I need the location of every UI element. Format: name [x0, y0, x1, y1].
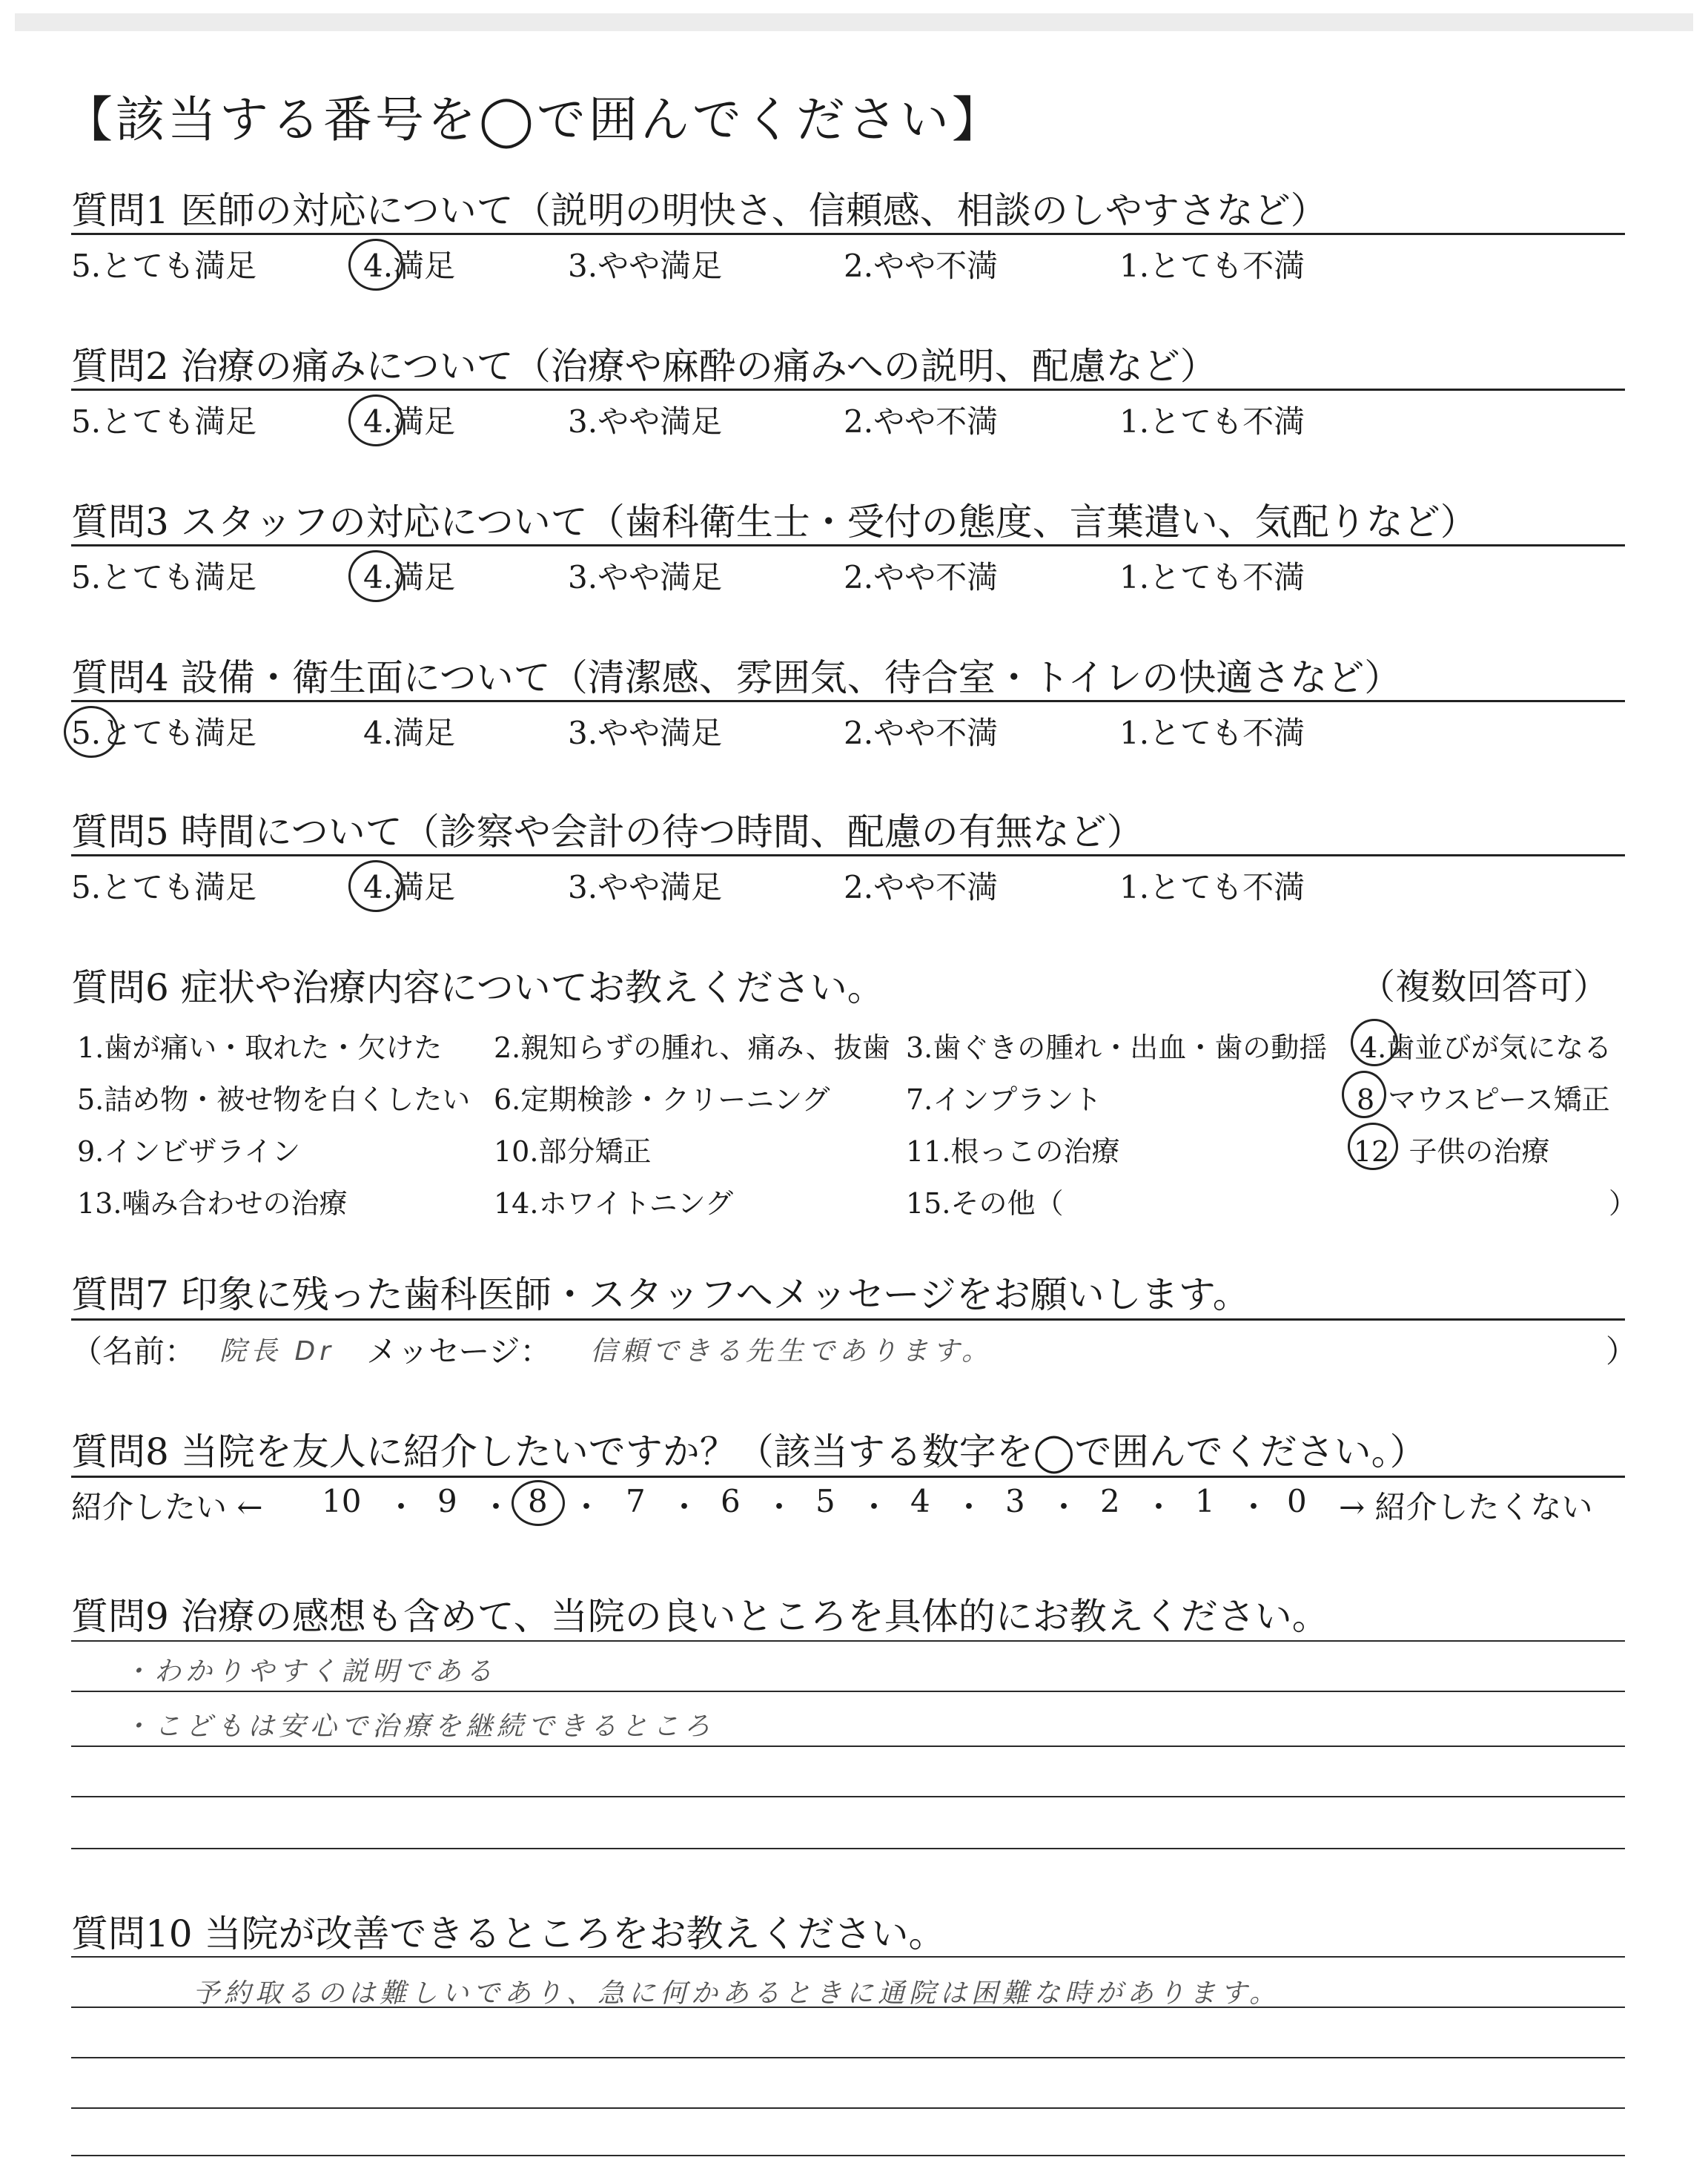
symptom-item-13[interactable]: 13.噛み合わせの治療 — [77, 1187, 348, 1220]
scale-separator: ・ — [764, 1489, 795, 1525]
option-text: やや不満 — [873, 869, 999, 905]
symptom-item-9[interactable]: 9.インビザライン — [77, 1135, 301, 1168]
option-text: とても満足 — [101, 869, 257, 905]
option-text: 満足 — [393, 869, 456, 905]
selection-circle — [1348, 1123, 1398, 1170]
q1-option-1[interactable] — [1119, 242, 1305, 286]
good-point-answer-1[interactable]: ・わかりやすく説明である — [123, 1657, 497, 1687]
scale-value[interactable]: 7 — [626, 1483, 646, 1519]
option-text: とても満足 — [101, 715, 257, 751]
scale-separator: ・ — [385, 1489, 417, 1525]
option-text: やや満足 — [598, 559, 723, 595]
name-handwritten[interactable]: 院長 Dr — [219, 1336, 335, 1367]
q2-option-1[interactable] — [1119, 397, 1305, 442]
q2-option-3[interactable] — [568, 397, 722, 442]
question-3-rule — [71, 544, 1625, 546]
message-label: メッセージ： — [366, 1333, 552, 1370]
option-text: とても不満 — [1149, 403, 1305, 440]
symptom-item-12[interactable]: 12 子供の治療 — [1354, 1135, 1550, 1168]
option-number: 3. — [568, 715, 598, 751]
scale-separator: ・ — [953, 1489, 985, 1525]
option-number: 3. — [568, 248, 598, 284]
option-number: 4. — [363, 869, 394, 905]
question-7-rule — [71, 1318, 1625, 1321]
option-number: 1. — [1119, 403, 1150, 440]
scale-value[interactable]: 3 — [1005, 1483, 1025, 1519]
multiple-answers-note: （複数回答可） — [1360, 966, 1609, 1008]
option-text: やや満足 — [598, 715, 723, 751]
symptom-item-8[interactable]: 8 マウスピース矯正 — [1357, 1083, 1610, 1116]
writing-line — [71, 1796, 1625, 1797]
scale-separator: ・ — [571, 1489, 603, 1525]
writing-line — [71, 1745, 1625, 1747]
symptom-item-11[interactable]: 11.根っこの治療 — [906, 1135, 1120, 1168]
scale-value[interactable]: 9 — [437, 1483, 457, 1519]
option-number: 2. — [844, 248, 874, 284]
selection-circle — [1351, 1019, 1398, 1066]
question-10-label: 質問10 当院が改善できるところをお教えください。 — [71, 1912, 946, 1955]
selection-circle — [348, 860, 403, 912]
option-number: 1. — [1119, 559, 1150, 595]
option-text: やや不満 — [873, 403, 999, 440]
q5-option-5[interactable] — [71, 863, 256, 908]
writing-line — [71, 1640, 1625, 1642]
scale-value[interactable]: 5 — [815, 1483, 835, 1519]
option-number: 1. — [1119, 248, 1150, 284]
question-4-label: 質問4 設備・衛生面について（清潔感、雰囲気、待合室・トイレの快適さなど） — [71, 656, 1402, 699]
option-text: 満足 — [393, 248, 456, 284]
option-text: とても不満 — [1149, 869, 1305, 905]
question-2-label: 質問2 治療の痛みについて（治療や麻酔の痛みへの説明、配慮など） — [71, 345, 1217, 388]
selection-circle — [348, 239, 403, 291]
selection-circle — [348, 550, 403, 602]
symptom-item-15[interactable]: 15.その他（ — [906, 1187, 1064, 1220]
scale-separator: ・ — [1143, 1489, 1175, 1525]
option-number: 5. — [71, 559, 102, 595]
q3-option-2[interactable] — [844, 553, 998, 598]
symptom-item-1[interactable]: 1.歯が痛い・取れた・欠けた — [77, 1031, 443, 1064]
selection-circle — [64, 706, 119, 758]
symptom-item-3[interactable]: 3.歯ぐきの腫れ・出血・歯の動揺 — [906, 1031, 1328, 1064]
selection-circle — [512, 1480, 565, 1526]
option-text: 満足 — [393, 403, 456, 440]
other-close-paren: ） — [1609, 1187, 1638, 1220]
option-number: 2. — [844, 403, 874, 440]
scale-value[interactable]: 6 — [721, 1483, 741, 1519]
symptom-item-4[interactable]: 4.歯並びが気になる — [1360, 1031, 1612, 1064]
q4-option-2[interactable] — [844, 709, 998, 753]
scale-value[interactable]: 8 — [528, 1483, 548, 1519]
scale-value[interactable]: 2 — [1100, 1483, 1120, 1519]
improvement-answer-1[interactable]: 予約取るのは難しいであり、急に何かあるときに通院は困難な時があります。 — [193, 1978, 1281, 2009]
option-number: 3. — [568, 869, 598, 905]
q4-option-4[interactable] — [363, 709, 455, 753]
name-label: （名前： — [71, 1333, 196, 1370]
writing-line — [71, 2107, 1625, 2109]
selection-circle — [1342, 1071, 1386, 1118]
question-1-rule — [71, 233, 1625, 235]
option-text: とても不満 — [1149, 715, 1305, 751]
selection-circle — [348, 394, 403, 446]
symptom-item-6[interactable]: 6.定期検診・クリーニング — [494, 1083, 830, 1116]
option-number: 3. — [568, 403, 598, 440]
option-text: やや不満 — [873, 248, 999, 284]
option-number: 4. — [363, 715, 394, 751]
symptom-item-7[interactable]: 7.インプラント — [906, 1083, 1102, 1116]
question-9-label: 質問9 治療の感想も含めて、当院の良いところを具体的にお教えください。 — [71, 1595, 1329, 1638]
scale-separator: ・ — [480, 1489, 512, 1525]
recommend-left-label: 紹介したい ← — [71, 1489, 263, 1525]
option-number: 5. — [71, 248, 102, 284]
option-text: とても不満 — [1149, 559, 1305, 595]
q3-option-1[interactable] — [1119, 553, 1305, 598]
q5-option-1[interactable] — [1119, 863, 1305, 908]
question-3-label: 質問3 スタッフの対応について（歯科衛生士・受付の態度、言葉遣い、気配りなど） — [71, 501, 1477, 544]
question-1-label: 質問1 医師の対応について（説明の明快さ、信頼感、相談のしやすさなど） — [71, 189, 1328, 232]
writing-line — [71, 1956, 1625, 1958]
scale-separator: ・ — [669, 1489, 701, 1525]
scale-separator: ・ — [1238, 1489, 1270, 1525]
option-text: とても満足 — [101, 403, 257, 440]
scale-value[interactable]: 10 — [322, 1483, 362, 1519]
scale-value[interactable]: 0 — [1287, 1483, 1307, 1519]
option-number: 4. — [363, 403, 394, 440]
option-number: 3. — [568, 559, 598, 595]
option-number: 1. — [1119, 869, 1150, 905]
option-text: とても満足 — [101, 559, 257, 595]
q1-option-5[interactable] — [71, 242, 256, 286]
page-title: 【該当する番号を◯で囲んでください】 — [64, 91, 1004, 148]
writing-line — [71, 1691, 1625, 1692]
option-text: 満足 — [393, 559, 456, 595]
q4-option-3[interactable] — [568, 709, 722, 753]
writing-line — [71, 2007, 1625, 2008]
question-5-label: 質問5 時間について（診察や会計の待つ時間、配慮の有無など） — [71, 810, 1144, 853]
question-5-rule — [71, 854, 1625, 856]
option-number: 1. — [1119, 715, 1150, 751]
writing-line — [71, 1848, 1625, 1849]
q5-option-2[interactable] — [844, 863, 998, 908]
message-close-paren: ） — [1606, 1333, 1638, 1370]
writing-line — [71, 2057, 1625, 2058]
scale-value[interactable]: 1 — [1195, 1483, 1215, 1519]
option-text: とても不満 — [1149, 248, 1305, 284]
question-6-label: 質問6 症状や治療内容についてお教えください。 — [71, 966, 884, 1009]
option-text: やや満足 — [598, 403, 723, 440]
q4-option-1[interactable] — [1119, 709, 1305, 753]
question-2-rule — [71, 389, 1625, 391]
option-text: やや満足 — [598, 869, 723, 905]
question-8-rule — [71, 1476, 1625, 1478]
option-number: 5. — [71, 403, 102, 440]
symptom-item-14[interactable]: 14.ホワイトニング — [494, 1187, 734, 1220]
symptom-item-10[interactable]: 10.部分矯正 — [494, 1135, 652, 1168]
option-text: やや満足 — [598, 248, 723, 284]
q1-option-3[interactable] — [568, 242, 722, 286]
option-text: やや不満 — [873, 715, 999, 751]
q2-option-2[interactable] — [844, 397, 998, 442]
question-4-rule — [71, 700, 1625, 702]
question-7-label: 質問7 印象に残った歯科医師・スタッフへメッセージをお願いします。 — [71, 1273, 1250, 1316]
option-text: 満足 — [393, 715, 456, 751]
option-number: 4. — [363, 248, 394, 284]
symptom-item-2[interactable]: 2.親知らずの腫れ、痛み、抜歯 — [494, 1031, 890, 1064]
option-number: 4. — [363, 559, 394, 595]
option-text: とても満足 — [101, 248, 257, 284]
scale-separator: ・ — [1048, 1489, 1080, 1525]
q1-option-2[interactable] — [844, 242, 998, 286]
option-number: 5. — [71, 715, 102, 751]
option-number: 2. — [844, 715, 874, 751]
q5-option-3[interactable] — [568, 863, 722, 908]
message-handwritten[interactable]: 信頼できる先生であります。 — [590, 1336, 993, 1367]
good-point-answer-2[interactable]: ・こどもは安心で治療を継続できるところ — [123, 1711, 715, 1742]
option-number: 5. — [71, 869, 102, 905]
q2-option-5[interactable] — [71, 397, 256, 442]
symptom-item-5[interactable]: 5.詰め物・被せ物を白くしたい — [77, 1083, 471, 1116]
option-number: 2. — [844, 559, 874, 595]
option-number: 2. — [844, 869, 874, 905]
q3-option-5[interactable] — [71, 553, 256, 598]
q3-option-3[interactable] — [568, 553, 722, 598]
writing-line — [71, 2155, 1625, 2156]
scale-separator: ・ — [858, 1489, 890, 1525]
recommend-right-label: → 紹介したくない — [1339, 1489, 1593, 1525]
option-text: やや不満 — [873, 559, 999, 595]
scale-value[interactable]: 4 — [910, 1483, 930, 1519]
question-8-label: 質問8 当院を友人に紹介したいですか？（該当する数字を◯で囲んでください。） — [71, 1430, 1427, 1473]
